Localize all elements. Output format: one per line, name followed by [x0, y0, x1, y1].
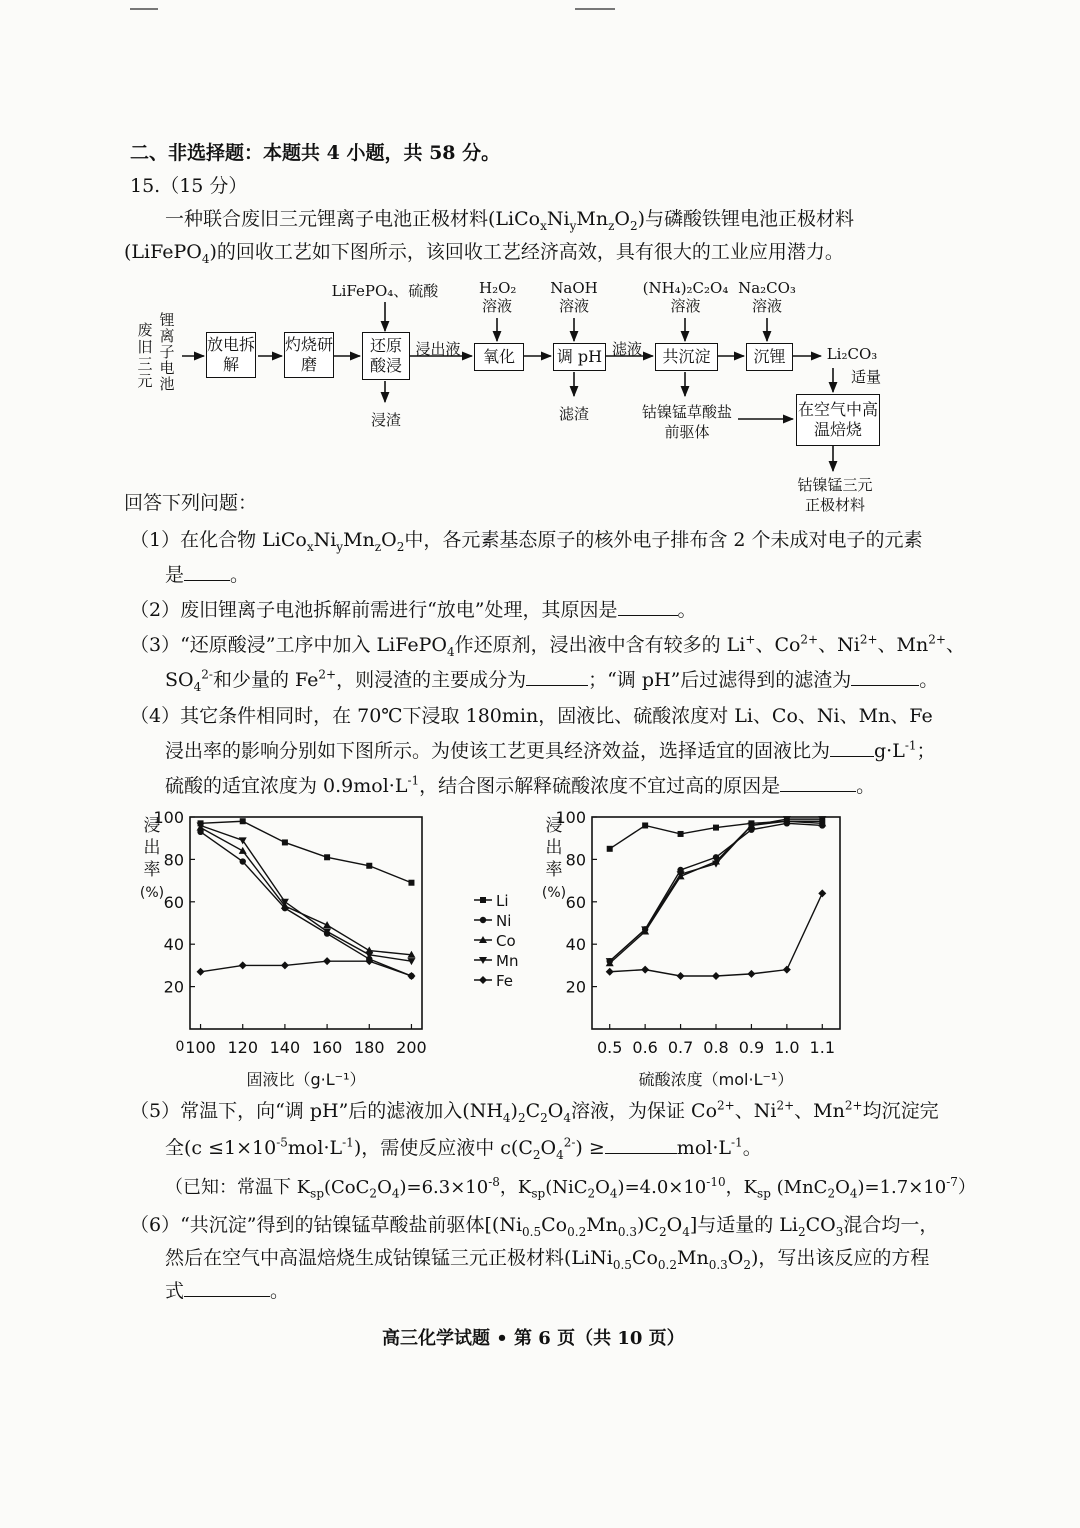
c1-point-fe [281, 961, 289, 969]
c1-point-li [324, 854, 330, 860]
c1-ytick-label: 100 [153, 808, 184, 827]
c2-xtick-label: 0.7 [667, 1038, 694, 1057]
label-leachate: 浸出液 [415, 340, 461, 358]
c2-point-li [678, 831, 684, 837]
label-final-cathode: 钴镍锰三元正极材料 [797, 476, 873, 514]
c2-xtick-label: 0.8 [703, 1038, 729, 1057]
c1-point-co [239, 847, 247, 854]
leaching-rate-charts [130, 800, 850, 1090]
reagent-ammonium-oxalate: (NH₄)₂C₂O₄溶液 [642, 279, 729, 315]
c2-point-fe [712, 972, 720, 980]
c1-xtick-label: 120 [227, 1038, 259, 1057]
c2-point-li [713, 825, 719, 831]
q2-line: （2）废旧锂离子电池拆解前需进行“放电”处理，其原因是 。 [130, 599, 697, 621]
c1-point-li [240, 818, 246, 824]
flow-arrows [0, 0, 1080, 520]
c2-point-fe [747, 970, 755, 978]
c2-ylabel-1: 浸 [545, 816, 563, 836]
c2-xtick-label: 0.9 [738, 1038, 765, 1057]
q3-residue-blank[interactable] [526, 667, 588, 686]
c2-series-mn [610, 819, 823, 961]
legend-marker-fe [479, 976, 487, 984]
c2-ylabel-3: 率 [545, 860, 563, 880]
c2-ytick-label: 100 [555, 808, 586, 827]
question-number: 15.（15 分） [130, 175, 248, 197]
q4-line-2: 浸出率的影响分别如下图所示。为使该工艺更具经济效益，选择适宜的固液比为 $g\cdot L^{-1}$； [165, 738, 936, 762]
q1-answer-blank[interactable] [184, 562, 230, 581]
intro-line-1: 一种联合废旧三元锂离子电池正极材料$(LiCo_xNi_yMn_zO_2)$与磷酸铁锂电池正极材料 [165, 208, 855, 233]
c2-frame [592, 817, 840, 1029]
c2-ytick-label: 60 [565, 892, 586, 912]
box-adjust-ph: 调 pH [553, 343, 606, 371]
q4-line-1: （4）其它条件相同时，在 70℃下浸取 180min，固液比、硫酸浓度对 Li、Co、Ni、Mn、Fe [130, 705, 933, 727]
legend-label-fe: Fe [496, 972, 514, 990]
q4-ratio-blank[interactable] [830, 738, 874, 757]
q6-line-3: 式 。 [165, 1280, 290, 1302]
reagent-h2o2: H₂O₂溶液 [479, 279, 517, 315]
c1-point-fe [239, 961, 247, 969]
c2-point-li [642, 822, 648, 828]
c2-point-li [607, 846, 613, 852]
q6-line-2: 然后在空气中高温焙烧生成钴镍锰三元正极材料$(LiNi_{0.5}Co_{0.2}Mn_{0.3}O_2)$，写出该反应的方程 [165, 1247, 930, 1272]
q6-line-1: （6）“共沉淀”得到的钴镍锰草酸盐前驱体$[(Ni_{0.5}Co_{0.2}Mn_{0.3})C_2O_4]$与适量的 $Li_2CO_3$混合均一， [130, 1214, 939, 1239]
intro-line-2: (LiFePO$_4$)的回收工艺如下图所示，该回收工艺经济高效，具有很大的工业应用潜力。 [124, 241, 844, 266]
q4-line-3: 硫酸的适宜浓度为 $0.9mol\cdot L^{-1}$，结合图示解释硫酸浓度不宜过高的原因是 。 [165, 773, 876, 797]
c1-xtick-label: 100 [185, 1038, 216, 1057]
box-oxidation: 氧化 [474, 343, 524, 371]
c1-ytick-label: 60 [163, 892, 184, 912]
c2-ytick-label: 80 [565, 850, 586, 870]
q1-line-1: （1）在化合物 $LiCo_xNi_yMn_zO_2$中，各元素基态原子的核外电子排布含 2 个未成对电子的元素 [130, 529, 923, 554]
legend-marker-li [480, 897, 486, 903]
c1-series-co [201, 828, 412, 955]
answer-prompt: 回答下列问题： [124, 492, 258, 514]
box-reductive-acid-leach: 还原酸浸 [362, 332, 410, 380]
q3-line-2: $SO_4^{2-}$和少量的 $Fe^{2+}$，则浸渣的主要成分为 ；“调 pH”后过滤得到的滤渣为 。 [165, 667, 939, 694]
q3-filter-residue-blank[interactable] [851, 667, 919, 686]
legend-label-ni: Ni [496, 912, 512, 930]
q5-line-1: （5）常温下，向“调 pH”后的滤液加入$(NH_4)_2C_2O_4$溶液，为保证 $Co^{2+}$、$Ni^{2+}$、$Mn^{2+}$均沉淀完 [130, 1098, 939, 1125]
c2-series-ni [610, 823, 823, 961]
flow-source-right: 锂离子电池 [159, 311, 175, 393]
c1-xtick-label: 140 [269, 1038, 301, 1057]
c2-xtick-label: 1.1 [809, 1038, 836, 1057]
c1-point-fe [407, 972, 415, 980]
output-filter-residue: 滤渣 [558, 405, 589, 423]
c1-ytick-label: 20 [163, 977, 184, 997]
section-heading: 二、非选择题：本题共 4 小题，共 58 分。 [130, 142, 501, 164]
product-li2co3: Li₂CO₃ [826, 345, 878, 363]
legend-label-co: Co [496, 932, 516, 950]
q5-answer-blank[interactable] [605, 1135, 677, 1154]
c2-xtick-label: 1.0 [774, 1038, 800, 1057]
c1-xtick-label: 180 [353, 1038, 385, 1057]
c1-ytick-label: 80 [163, 850, 184, 870]
reagent-lifepo4-h2so4: LiFePO₄、硫酸 [331, 282, 439, 300]
q5-known-data: （已知：常温下 $K_{sp}(CoC_2O_4)=6.3\times 10^{-8}$，$K_{sp}(NiC_2O_4)=4.0\times 10^{-10}$，$K_{sp}$ $(MnC_2O_4)=1.7\times 10^{-7}$） [165, 1175, 976, 1201]
box-calcine-grind: 灼烧研磨 [284, 332, 334, 378]
c1-xlabel: 固液比（g·L⁻¹） [246, 1070, 366, 1089]
q4-reason-blank[interactable] [780, 773, 856, 792]
c2-point-fe [677, 972, 685, 980]
c1-origin-label: 0 [175, 1039, 185, 1055]
c1-point-fe [197, 968, 205, 976]
c1-point-ni [240, 858, 246, 864]
charts-area [130, 800, 850, 1090]
flow-source-left: 废旧三元 [137, 321, 153, 390]
q6-answer-blank[interactable] [184, 1278, 270, 1297]
c1-xtick-label: 160 [311, 1038, 343, 1057]
box-discharge-dismantle: 放电拆解 [206, 332, 256, 378]
c1-ytick-label: 40 [163, 935, 184, 955]
c1-ylabel-unit: (%) [139, 885, 165, 901]
c1-point-li [408, 880, 414, 886]
c2-xtick-label: 0.5 [596, 1038, 623, 1057]
box-coprecipitation: 共沉淀 [655, 343, 718, 371]
c1-point-fe [323, 957, 331, 965]
c1-point-li [366, 863, 372, 869]
q2-answer-blank[interactable] [618, 597, 678, 616]
c2-ytick-label: 40 [565, 935, 586, 955]
c1-ylabel-1: 浸 [143, 816, 161, 836]
label-precursor: 钴镍锰草酸盐前驱体 [641, 403, 732, 441]
c2-point-fe [641, 966, 649, 974]
c2-series-co [610, 821, 823, 963]
reagent-na2co3: Na₂CO₃溶液 [738, 279, 796, 315]
c2-point-fe [606, 968, 614, 976]
c1-ylabel-2: 出 [143, 838, 161, 858]
q5-line-2: 全$(c \le 1\times 10^{-5}mol\cdot L^{-1})$，需使反应液中 $c(C_2O_4^{2-}) \ge mol\cdot L^{-1}$。 [165, 1135, 762, 1162]
c2-point-fe [818, 889, 826, 897]
c2-xlabel: 硫酸浓度（mol·L⁻¹） [638, 1070, 794, 1089]
c2-xtick-label: 0.6 [632, 1038, 658, 1057]
reagent-naoh: NaOH溶液 [550, 279, 598, 315]
box-high-temp-roast: 在空气中高温焙烧 [796, 394, 880, 446]
c2-ylabel-unit: (%) [541, 885, 567, 901]
c2-point-fe [783, 966, 791, 974]
c1-xtick-label: 200 [396, 1038, 427, 1057]
legend-label-mn: Mn [496, 952, 519, 970]
legend-label-li: Li [496, 892, 509, 910]
c1-point-mn [407, 958, 415, 965]
page-footer: 高三化学试题 • 第 6 页（共 10 页） [382, 1328, 685, 1349]
q3-line-1: （3）“还原酸浸”工序中加入 LiFePO$_4$作还原剂，浸出液中含有较多的 Li+、$Co^{2+}$、$Ni^{2+}$、$Mn^{2+}$、 [130, 632, 965, 659]
output-leach-residue: 浸渣 [370, 411, 401, 429]
c2-ylabel-2: 出 [545, 838, 563, 858]
box-lithium-precipitation: 沉锂 [746, 343, 793, 371]
c1-series-ni [201, 832, 412, 976]
c1-point-li [282, 839, 288, 845]
legend-marker-ni [480, 917, 486, 923]
c1-ylabel-3: 率 [143, 860, 161, 880]
label-filtrate: 滤液 [611, 340, 642, 358]
label-appropriate-amount: 适量 [850, 368, 881, 386]
q1-line-2: 是 。 [165, 564, 250, 586]
c1-series-li [201, 821, 412, 882]
c2-ytick-label: 20 [565, 977, 586, 997]
